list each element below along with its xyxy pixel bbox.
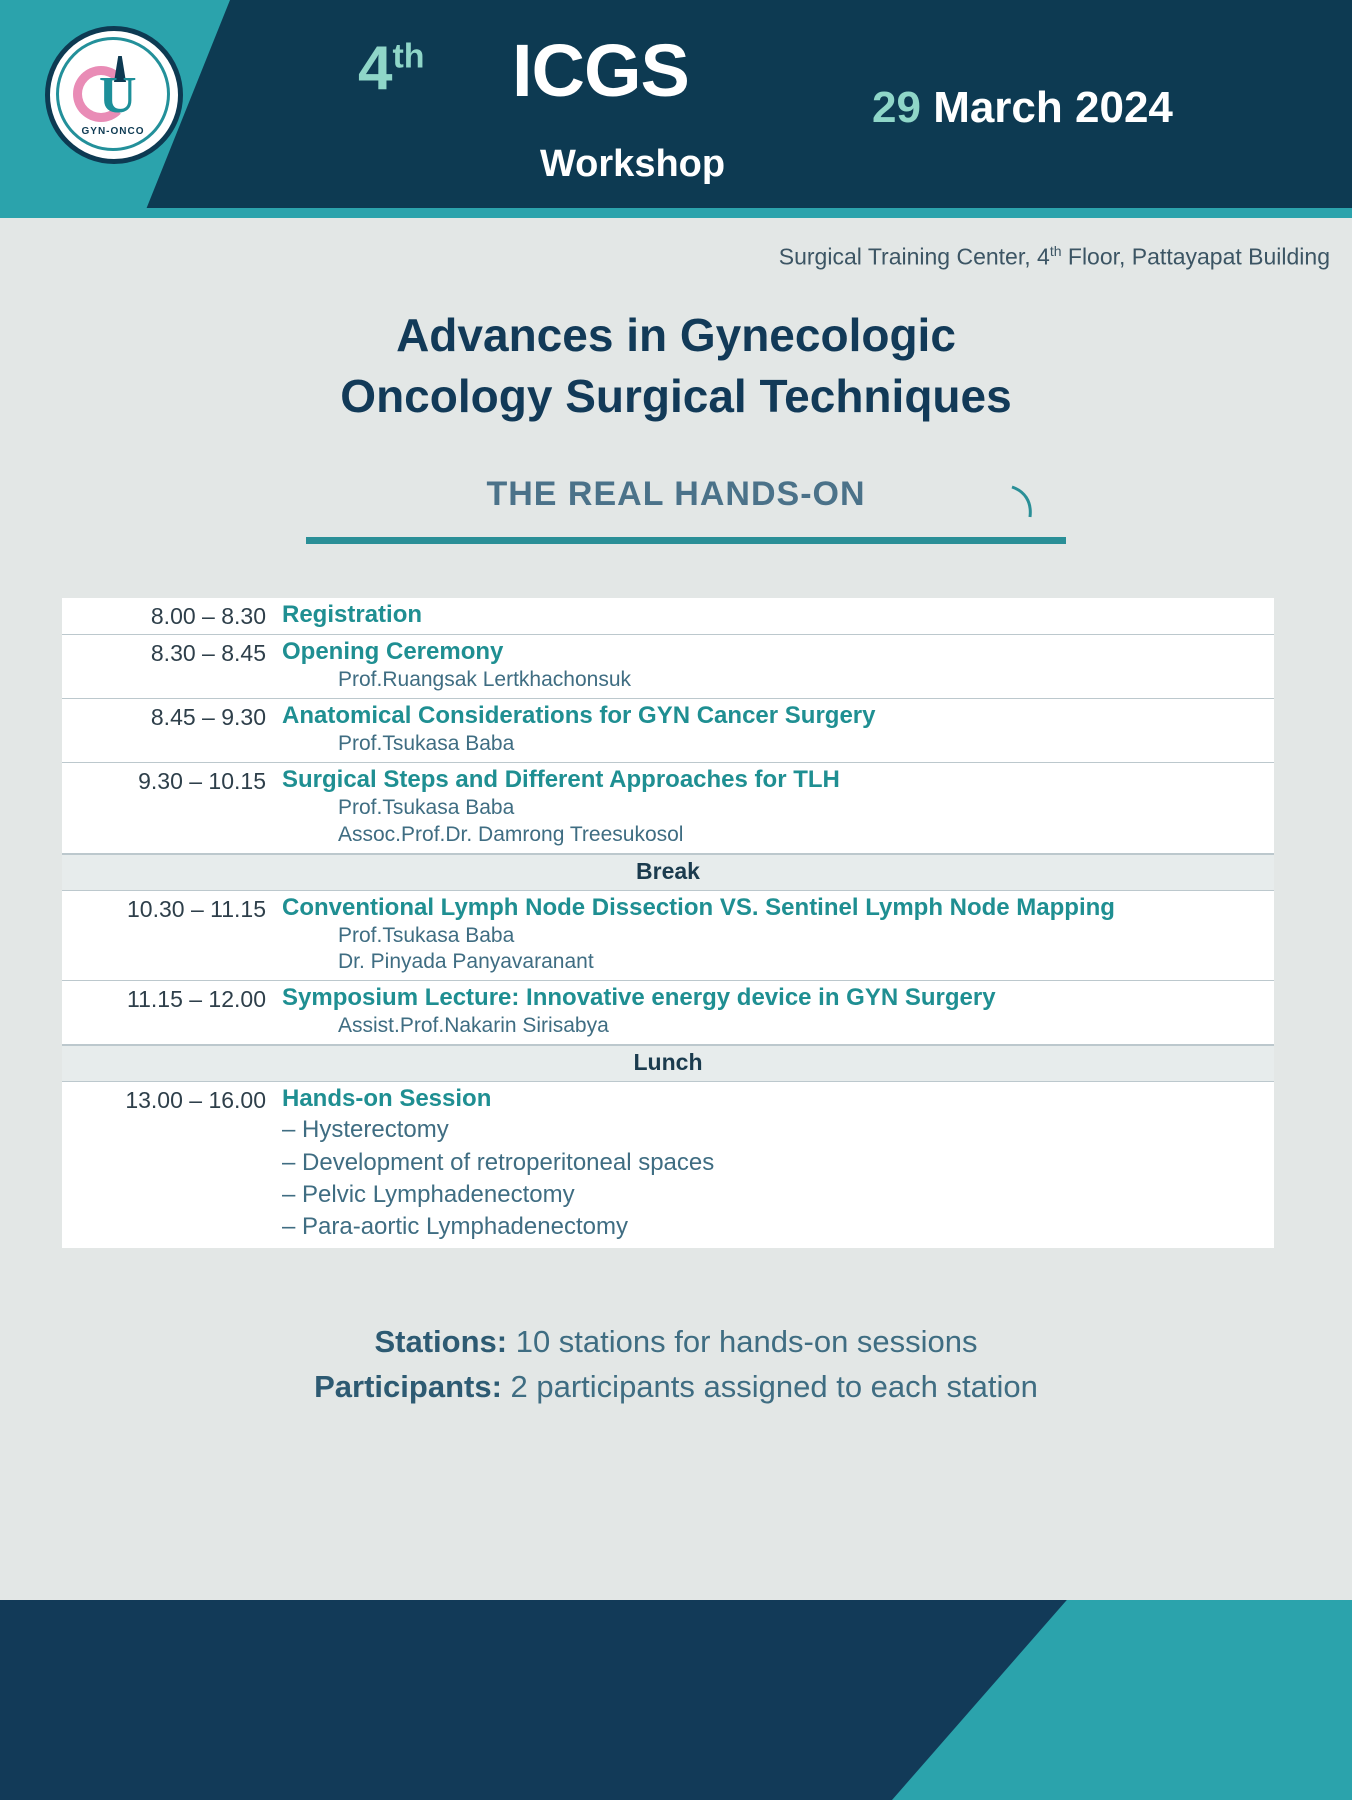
logo-caption: GYN-ONCO: [81, 126, 145, 137]
schedule-row: [62, 981, 1274, 1045]
schedule-time: 9.30 – 10.15: [138, 767, 266, 794]
gyn-onco-logo: [45, 26, 183, 164]
page-subtitle: THE REAL HANDS-ON: [486, 475, 866, 513]
footer-accent-shape: [892, 1600, 1352, 1800]
schedule-speaker: Prof.Tsukasa Baba: [338, 731, 515, 755]
page-title: [0, 305, 1352, 426]
page-title-line1: Advances in Gynecologic: [396, 309, 956, 361]
schedule-detail: [282, 983, 1274, 1040]
schedule-speaker: Prof.Ruangsak Lertkhachonsuk: [338, 668, 632, 691]
schedule-detail: [282, 637, 1274, 694]
schedule-topic: Conventional Lymph Node Dissection VS. Sentinel Lymph Node Mapping: [282, 893, 1115, 921]
schedule-break-band: Break: [62, 854, 1274, 891]
schedule-time: 8.45 – 9.30: [150, 703, 266, 730]
title-underline: [306, 537, 1066, 544]
workshop-label: Workshop: [540, 143, 726, 185]
poster-header: [0, 0, 1352, 218]
venue-prefix: Surgical Training Center, 4: [778, 243, 1050, 270]
edition-suffix: th: [392, 37, 425, 76]
schedule-time: 8.00 – 8.30: [150, 603, 266, 629]
event-date-month-year: March 2024: [933, 83, 1173, 132]
schedule-bullet: – Para-aortic Lymphadenectomy: [282, 1213, 628, 1241]
schedule-speaker: Prof.Tsukasa Baba: [338, 923, 515, 947]
schedule-topic: Opening Ceremony: [282, 638, 504, 665]
event-date: [872, 83, 1173, 132]
schedule-speaker: Dr. Pinyada Panyavaranant: [338, 950, 594, 974]
schedule-row: [62, 635, 1274, 699]
schedule-detail: [282, 701, 1274, 758]
schedule-bullet: – Pelvic Lymphadenectomy: [282, 1180, 575, 1208]
venue-line: [779, 243, 1330, 271]
schedule-topic: Hands-on Session: [282, 1085, 492, 1113]
edition-digit: 4: [358, 34, 393, 103]
logo-inner-circle: [56, 37, 170, 151]
schedule-bullet: – Development of retroperitoneal spaces: [282, 1148, 715, 1176]
schedule-topic: Surgical Steps and Different Approaches for TLH: [282, 765, 840, 793]
swoosh-decoration-icon: [1010, 485, 1044, 519]
schedule-speaker: Assist.Prof.Nakarin Sirisabya: [338, 1014, 609, 1038]
schedule-topic: Registration: [282, 601, 423, 628]
schedule-detail: [282, 1084, 1274, 1244]
participants-value: 2 participants assigned to each station: [501, 1368, 1038, 1404]
edition-number: [358, 34, 425, 103]
event-acronym: ICGS: [512, 29, 689, 112]
venue-suffix: Floor, Pattayapat Building: [1061, 243, 1330, 270]
stations-note: [0, 1320, 1352, 1365]
participants-label: Participants:: [314, 1368, 502, 1404]
stations-label: Stations:: [374, 1324, 508, 1359]
schedule-time: 13.00 – 16.00: [125, 1087, 266, 1114]
logo-letter: U: [99, 67, 137, 124]
schedule-row: [62, 763, 1274, 854]
schedule-speaker: Prof.Tsukasa Baba: [338, 795, 515, 819]
schedule-topic: Symposium Lecture: Innovative energy device in GYN Surgery: [282, 984, 996, 1012]
schedule-detail: [282, 765, 1274, 849]
schedule-time: 10.30 – 11.15: [127, 895, 266, 922]
venue-ordinal: th: [1049, 243, 1062, 259]
schedule-time: 8.30 – 8.45: [150, 640, 266, 666]
notes-block: [0, 1320, 1352, 1410]
schedule-time: 11.15 – 12.00: [127, 986, 266, 1013]
poster-footer: [0, 1600, 1352, 1800]
schedule-detail: [282, 893, 1274, 977]
schedule-row: [62, 598, 1274, 635]
participants-note: [0, 1365, 1352, 1410]
schedule-bullet: – Hysterectomy: [282, 1116, 449, 1144]
schedule-row: [62, 1082, 1274, 1248]
schedule-row: [62, 891, 1274, 982]
schedule-topic: Anatomical Considerations for GYN Cancer Surgery: [282, 701, 876, 729]
schedule-row: [62, 699, 1274, 763]
schedule-speaker: Assoc.Prof.Dr. Damrong Treesukosol: [338, 822, 684, 846]
schedule-detail: [282, 600, 1274, 630]
header-teal-band: [0, 208, 1352, 218]
event-date-day: 29: [872, 83, 921, 132]
page-title-line2: Oncology Surgical Techniques: [340, 369, 1012, 422]
schedule-break-band: Lunch: [62, 1045, 1274, 1082]
stations-value: 10 stations for hands-on sessions: [507, 1324, 978, 1359]
schedule-table: [62, 598, 1274, 1248]
